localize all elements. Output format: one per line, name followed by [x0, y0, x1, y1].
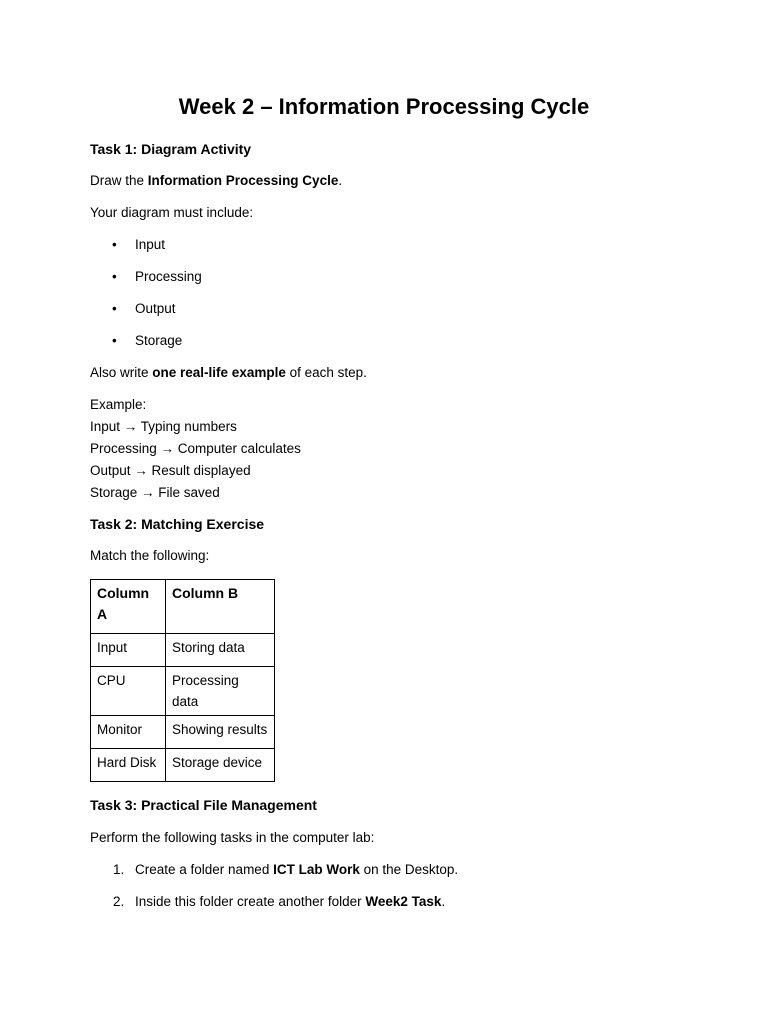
table-row — [91, 667, 275, 716]
bullet-item-processing: Processing — [135, 269, 202, 284]
step-suffix: . — [441, 894, 446, 909]
example-line: Input → Typing numbers — [90, 419, 237, 434]
also-bold: one real-life example — [152, 365, 286, 380]
step-item — [135, 893, 445, 911]
draw-prefix: Draw the — [90, 173, 148, 188]
bullet-item-storage: Storage — [135, 333, 183, 348]
example-line: Storage → File saved — [90, 485, 220, 500]
table-row — [91, 634, 275, 667]
table-row — [91, 749, 275, 782]
step-prefix: Create a folder named — [135, 862, 274, 877]
example-line: Output → Result displayed — [90, 463, 251, 478]
also-suffix: of each step. — [285, 365, 367, 380]
bullet-item-output: Output — [135, 301, 176, 316]
table-cell: Storing data — [166, 634, 275, 667]
table-header-row — [91, 580, 275, 634]
matching-table — [90, 579, 275, 782]
task3-heading: Task 3: Practical File Management — [90, 797, 317, 813]
step-number: 2. — [113, 894, 125, 909]
table-cell: Input — [91, 634, 166, 667]
task1-draw-instruction — [90, 172, 342, 190]
step-prefix: Inside this folder create another folder — [135, 894, 366, 909]
bullet-icon: • — [112, 333, 117, 348]
must-include-text: Your diagram must include: — [90, 205, 254, 220]
table-cell: Showing results — [166, 716, 275, 749]
bullet-icon: • — [112, 301, 117, 316]
also-write-instruction — [90, 364, 367, 382]
table-cell: Processing data — [166, 667, 275, 716]
task2-intro: Match the following: — [90, 548, 210, 563]
step-bold: ICT Lab Work — [273, 862, 360, 877]
example-label: Example: — [90, 397, 147, 412]
step-bold: Week2 Task — [365, 894, 442, 909]
draw-bold: Information Processing Cycle — [147, 173, 339, 188]
bullet-item-input: Input — [135, 237, 166, 252]
table-cell: Storage device — [166, 749, 275, 782]
column-b-header: Column B — [166, 580, 275, 634]
task2-heading: Task 2: Matching Exercise — [90, 516, 265, 532]
table-cell: CPU — [91, 667, 166, 716]
bullet-icon: • — [112, 237, 117, 252]
step-item — [135, 861, 458, 879]
page-title: Week 2 – Information Processing Cycle — [178, 94, 590, 119]
table-cell: Hard Disk — [91, 749, 166, 782]
step-suffix: on the Desktop. — [359, 862, 459, 877]
column-a-header: Column A — [91, 580, 166, 634]
bullet-icon: • — [112, 269, 117, 284]
step-number: 1. — [113, 862, 125, 877]
table-row — [91, 716, 275, 749]
example-line: Processing → Computer calculates — [90, 441, 301, 456]
task1-heading: Task 1: Diagram Activity — [90, 141, 252, 157]
draw-suffix: . — [338, 173, 343, 188]
table-cell: Monitor — [91, 716, 166, 749]
task3-intro: Perform the following tasks in the computer lab: — [90, 830, 375, 845]
also-prefix: Also write — [90, 365, 153, 380]
